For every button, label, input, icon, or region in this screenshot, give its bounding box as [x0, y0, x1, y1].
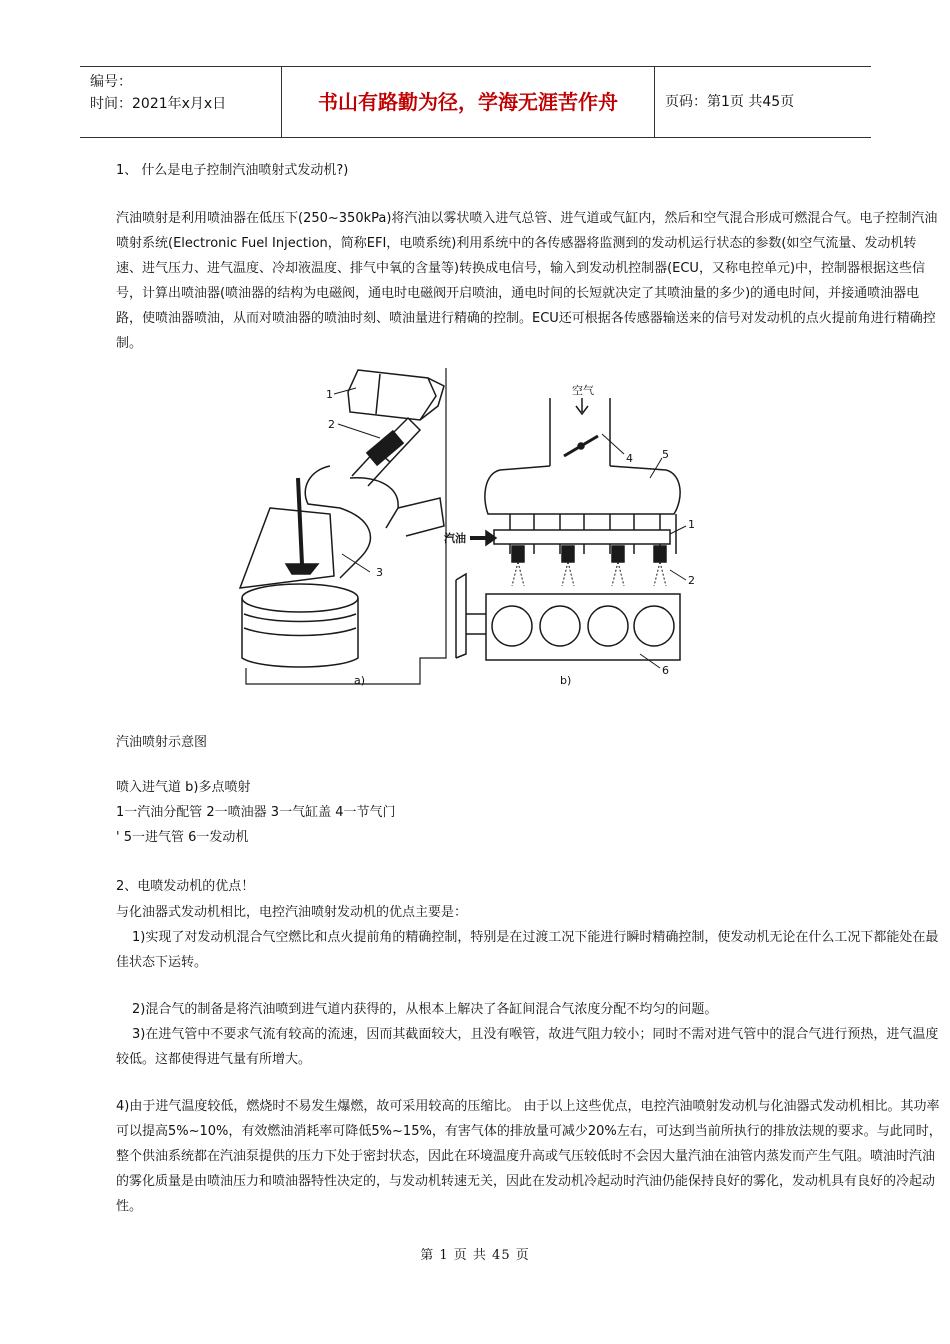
label-1-a: 1: [326, 388, 333, 401]
piston-rings: [244, 614, 356, 636]
engine-side: [456, 574, 486, 658]
injector-4: [654, 546, 666, 562]
injector-2: [562, 546, 574, 562]
head-flange: [398, 498, 444, 536]
header-number: 编号：: [90, 74, 132, 90]
header-motto: 书山有路勤为径，学海无涯苦作舟: [318, 90, 618, 114]
caption-line-1: 喷入进气道 b)多点喷射: [116, 780, 251, 795]
page-footer: 第 1 页 共 45 页: [420, 1248, 530, 1263]
label-5: 5: [662, 448, 669, 461]
advantage-4: 4)由于进气温度较低，燃烧时不易发生爆燃，故可采用较高的压缩比。 由于以上这些优点，电控汽油喷射发动机与化油器式发动机相比。其功率可以提高5%~10%，有效燃油消耗率可降低5%~15%，有害气体的排放量可减少20%左右，可达到当前所执行的排放法规的要求。与此同时，整个供油系统都在汽油泵提供的压力下处于密封状态，因此在环境温度升高或气压较低时不会因大量汽油在油管内蒸发而产生气阻。喷油时汽油的雾化质量是由喷油压力和喷油器特性决定的，与发动机转速无关，因此在发动机冷起动时汽油仍能保持良好的雾化，发动机具有良好的冷起动性。: [116, 1099, 942, 1214]
label-1-b: 1: [688, 518, 695, 531]
figure-title: 汽油喷射示意图: [116, 735, 208, 750]
injector-1: [512, 546, 524, 562]
caption-line-3: ' 5一进气管 6一发动机: [116, 830, 249, 845]
piston-top: [242, 584, 358, 612]
throttle-body: [550, 398, 610, 466]
cylinder-block: [240, 508, 334, 588]
injector-connector: [367, 431, 403, 465]
label-2-b: 2: [688, 574, 695, 587]
fuel-rail-b: [494, 530, 670, 544]
label-air: 空气: [572, 384, 594, 397]
throttle-pivot: [578, 443, 584, 449]
label-3-a: 3: [376, 566, 383, 579]
diagram-a: [240, 368, 446, 687]
label-fuel: 汽油: [444, 532, 466, 545]
question-1: 1、 什么是电子控制汽油喷射式发动机?): [116, 163, 349, 178]
header-date: 时间：2021年x月x日: [90, 96, 227, 112]
air-arrow: [576, 398, 588, 414]
intake-plenum: [485, 466, 680, 514]
fuel-spray: [512, 562, 666, 586]
fuel-rail-shape: [348, 370, 436, 420]
caption-line-2: 1一汽油分配管 2一喷油器 3一气缸盖 4一节气门: [116, 805, 396, 820]
fuel-injection-diagram: [230, 358, 708, 694]
label-2-a: 2: [328, 418, 335, 431]
leader-2-b: [670, 570, 686, 580]
section-2-intro: 与化油器式发动机相比，电控汽油喷射发动机的优点主要是：: [116, 905, 468, 920]
advantage-2: 2)混合气的制备是将汽油喷到进气道内获得的，从根本上解决了各缸间混合气浓度分配不均匀的问题。: [132, 1002, 718, 1017]
diagram-b: [443, 383, 695, 687]
header-divider: [654, 67, 655, 137]
advantage-3: 3)在进气管中不要求气流有较高的流速，因而其截面较大，且没有喉管，故进气阻力较小；同时不需对进气管中的混合气进行预热，进气温度较低。这都使得进气量有所增大。: [116, 1027, 939, 1067]
advantage-1: 1)实现了对发动机混合气空燃比和点火提前角的精确控制，特别是在过渡工况下能进行瞬时精确控制，使发动机无论在什么工况下都能处在最佳状态下运转。: [116, 930, 939, 970]
page-header: [80, 66, 871, 138]
paragraph-1: 汽油喷射是利用喷油器在低压下(250~350kPa)将汽油以雾状喷入进气总管、进气道或气缸内，然后和空气混合形成可燃混合气。电子控制汽油喷射系统(Electronic Fuel Injection，简称EFI，电喷系统)利用系统中的各传感器将监测到的发动机运行状态的参数(如空气流量、发动机转速、进气压力、进气温度、冷却液温度、排气中氧的含量等)转换成电信号，输入到发动机控制器(ECU，又称电控单元)中，控制器根据这些信号，计算出喷油器(喷油器的结构为电磁阀，通电时电磁阀开启喷油，通电时间的长短就决定了其喷油量的多少)的通电时间，并接通喷油器电路，使喷油器喷油，从而对喷油器的喷油时刻、喷油量进行精确的控制。ECU还可根据各传感器输送来的信号对发动机的点火提前角进行精确控制。: [116, 211, 938, 351]
header-page-info: 页码：第1页 共45页: [665, 94, 795, 110]
leader-1-b: [670, 526, 686, 534]
injector-3: [612, 546, 624, 562]
label-4: 4: [626, 452, 633, 465]
label-6: 6: [662, 664, 669, 677]
injectors-b: [512, 546, 666, 586]
header-meta: [90, 71, 226, 115]
fuel-injection-figure: [230, 358, 708, 694]
intake-runner-2: [350, 478, 398, 528]
label-b: b): [560, 674, 572, 687]
engine-block: [486, 594, 680, 660]
label-a: a): [354, 674, 366, 687]
section-2-title: 2、电喷发动机的优点！: [116, 879, 255, 894]
leader-4: [602, 434, 624, 454]
